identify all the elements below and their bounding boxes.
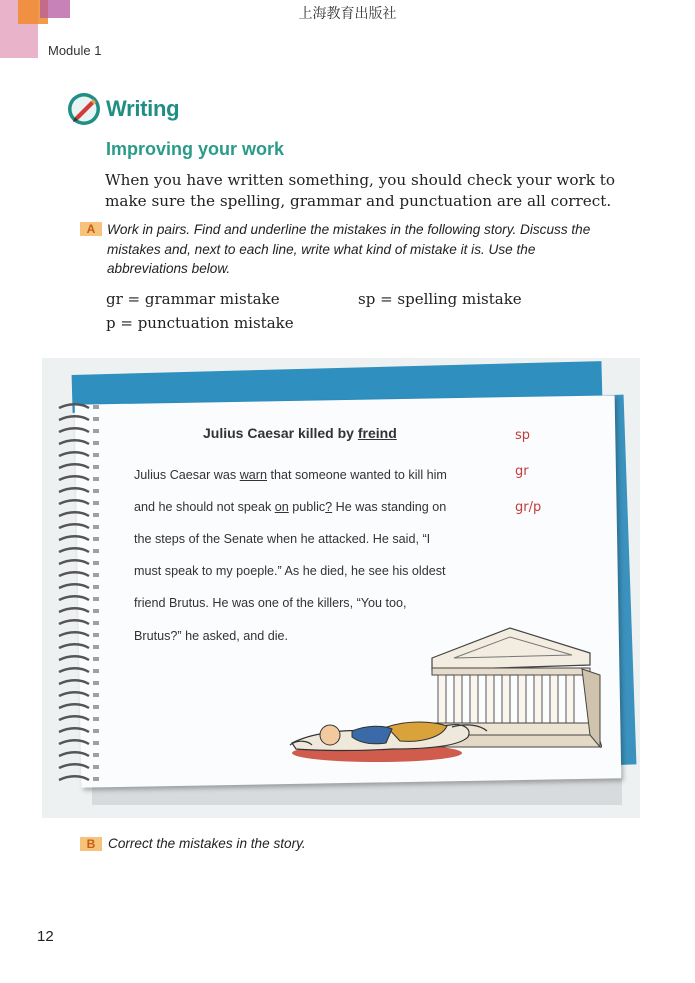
spiral-hole (93, 501, 99, 505)
spiral-hole (93, 681, 99, 685)
spiral-ring (59, 752, 89, 756)
spiral-ring (59, 656, 89, 660)
page-number: 12 (37, 928, 54, 945)
story-title-mistake: freind (357, 425, 397, 441)
spiral-hole (93, 405, 99, 409)
spiral-hole (93, 489, 99, 493)
spiral-hole (93, 429, 99, 433)
spiral-ring (59, 704, 89, 708)
spiral-hole (93, 525, 99, 529)
section-title: Writing (106, 96, 180, 121)
task-b-badge: B (80, 837, 102, 851)
abbr-grammar: gr = grammar mistake (106, 290, 280, 308)
spiral-ring (59, 632, 89, 636)
story-line-2 (134, 500, 446, 514)
story-line-6: Brutus?” he asked, and die. (134, 629, 289, 643)
spiral-hole (93, 633, 99, 637)
spiral-ring (59, 404, 89, 408)
spiral-ring (59, 572, 89, 576)
spiral-ring (59, 620, 89, 624)
story-line-5: friend Brutus. He was one of the killers, “You too, (134, 596, 407, 610)
spiral-hole (93, 765, 99, 769)
spiral-ring (59, 584, 89, 588)
story-line-2-middle: public (288, 500, 326, 514)
task-a-instruction: Work in pairs. Find and underline the mistakes in the following story. Discuss the mistakes and, next to each line, write what kind of mistake it is. Use the abbreviations below. (107, 222, 591, 276)
story-line-2-mistake-2: ? (325, 500, 333, 514)
spiral-hole (93, 441, 99, 445)
story-line-3: the steps of the Senate when he attacked. He said, “I (134, 532, 431, 546)
spiral-ring (59, 416, 89, 420)
spiral-hole (93, 537, 99, 541)
spiral-ring (59, 536, 89, 540)
story-title (203, 425, 397, 441)
story-line-1-end: that someone wanted to kill him (267, 468, 447, 482)
spiral-ring (59, 596, 89, 600)
spiral-hole (93, 609, 99, 613)
spiral-hole (93, 477, 99, 481)
story-line-2-mistake-1: on (274, 500, 289, 514)
spiral-hole (93, 693, 99, 697)
story-line-1-mistake: warn (239, 468, 267, 482)
section-subtitle: Improving your work (106, 139, 285, 159)
spiral-hole (93, 741, 99, 745)
story-line-1 (134, 468, 447, 482)
spiral-ring (59, 524, 89, 528)
spiral-hole (93, 585, 99, 589)
spiral-ring (59, 764, 89, 768)
spiral-hole (93, 717, 99, 721)
correction-mark-gr: gr (515, 464, 529, 479)
spiral-ring (59, 476, 89, 480)
task-a-badge: A (80, 222, 102, 236)
story-line-2-end: He was standing on (332, 500, 447, 514)
spiral-ring (59, 644, 89, 648)
spiral-hole (93, 561, 99, 565)
notebook-spiral-binding (55, 402, 101, 794)
spiral-ring (59, 728, 89, 732)
spiral-ring (59, 464, 89, 468)
intro-paragraph: When you have written something, you should check your work to make sure the spelling, grammar and punctuation are all correct. (105, 171, 616, 210)
spiral-hole (93, 621, 99, 625)
correction-mark-sp: sp (515, 428, 531, 443)
spiral-hole (93, 453, 99, 457)
spiral-hole (93, 729, 99, 733)
spiral-hole (93, 573, 99, 577)
spiral-hole (93, 597, 99, 601)
spiral-ring (59, 776, 89, 780)
publisher-header: 上海教育出版社 (298, 6, 397, 22)
spiral-ring (59, 500, 89, 504)
spiral-ring (59, 428, 89, 432)
spiral-ring (59, 608, 89, 612)
spiral-hole (93, 513, 99, 517)
temple-and-caesar-illustration (282, 625, 602, 770)
spiral-ring (59, 512, 89, 516)
module-label: Module 1 (48, 43, 102, 58)
spiral-ring (59, 488, 89, 492)
story-line-1-start: Julius Caesar was (134, 468, 240, 482)
story-line-2-start: and he should not speak (134, 500, 275, 514)
spiral-hole (93, 753, 99, 757)
spiral-ring (59, 680, 89, 684)
writing-pen-icon (67, 92, 101, 126)
spiral-hole (93, 417, 99, 421)
spiral-ring (59, 440, 89, 444)
spiral-hole (93, 645, 99, 649)
correction-mark-gr-p: gr/p (515, 500, 542, 515)
spiral-ring (59, 716, 89, 720)
spiral-hole (93, 465, 99, 469)
story-line-4: must speak to my poeple.” As he died, he see his oldest (134, 564, 446, 578)
spiral-hole (93, 657, 99, 661)
spiral-ring (59, 548, 89, 552)
spiral-ring (59, 452, 89, 456)
spiral-ring (59, 560, 89, 564)
spiral-ring (59, 692, 89, 696)
story-title-text: Julius Caesar killed by (203, 425, 358, 441)
spiral-ring (59, 740, 89, 744)
spiral-hole (93, 549, 99, 553)
spiral-hole (93, 777, 99, 781)
abbr-spelling: sp = spelling mistake (358, 290, 522, 308)
abbr-punctuation: p = punctuation mistake (106, 314, 294, 332)
spiral-hole (93, 705, 99, 709)
spiral-hole (93, 669, 99, 673)
spiral-ring (59, 668, 89, 672)
task-b-instruction: Correct the mistakes in the story. (108, 836, 306, 851)
